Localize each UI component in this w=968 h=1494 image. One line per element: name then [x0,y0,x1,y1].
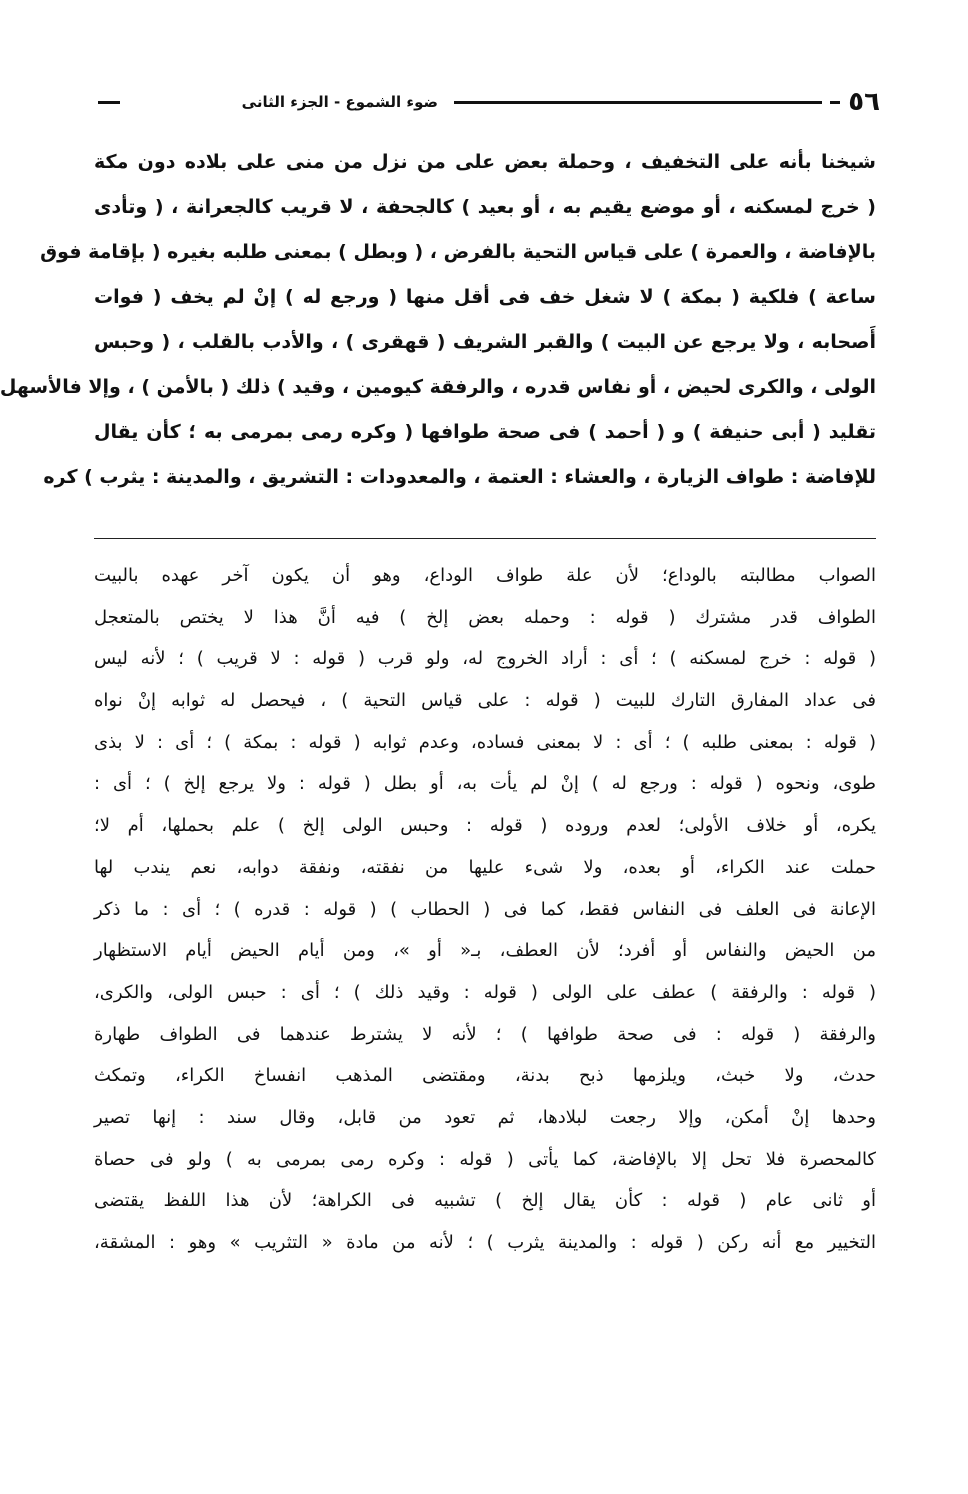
running-title: ضوء الشموع - الجزء الثانى [241,93,438,111]
header-rule-long [454,101,822,104]
main-text [0,140,876,500]
commentary-line: حدث، ولا خبث، ويلزمها ذبح بدنة، ومقتضى المذهب انفساخ الكراء، وتمكث [94,1065,876,1087]
page-header [98,84,880,120]
commentary-text [94,555,876,1264]
commentary-line: وحدها إنْ أمكن، وإلا رجعت لبلادها، ثم تعود من قابل، وقال سند : إنها تصير [94,1106,876,1128]
header-rule-end [98,101,120,104]
main-text-line: ( خرج لمسكنه ، أو موضع يقيم به ، أو بعيد ) كالجحفة ، لا قريب كالجعرانة ، ( وتأدى [94,196,876,218]
commentary-line: الإعانة فى العلف فى النفاس فقط، كما فى ( الحطاب ) ( قوله : قدره ) ؛ أى : ما ذكر [94,898,876,920]
commentary-line: أو ثانى عام ( قوله : كأن يقال إلخ ) تشبيه فى الكراهة؛ لأن هذا اللفظ يقتضى [94,1190,876,1212]
main-text-line: شيخنا بأنه على التخفيف ، وحملة بعض على من نزل من منى على بلاده دون مكة [94,151,876,173]
main-text-line: ساعة ) فلكية ( بمكة ) لا شغل خف فى أقل منها ( ورجع له ) إنْ لم يخف ( فوات [94,286,876,308]
commentary-line: يكره، أو خلاف الأولى؛ لعدم وروده ( قوله : وحبس الولى إلخ ) علم بحملها، أم لا؛ [94,815,876,837]
commentary-line: التخيير مع أنه ركن ( قوله : والمدينة يثرب ) ؛ لأنه من مادة « التثريب » وهو : المشقة، [94,1232,876,1253]
commentary-line: ( قوله : والرفقة ) عطف على الولى ( قوله : وقيد ذلك ) ؛ أى : حبس الولى، والكرى، [94,981,876,1003]
commentary-line: حملت عند الكراء، أو بعده، ولا شىء عليها من نفقته، ونفقة دوابه، نعم يندب لها [94,856,876,878]
main-text-line: تقليد ( أبى حنيفة ) و ( أحمد ) فى صحة طوافها ( وكره رمى بمرمى به ؛ كأن يقال [94,421,876,443]
commentary-line: طوى، ونحوه ( قوله : ورجع له ) إنْ لم يأت به، أو بطل ( قوله : ولا يرجع إلخ ) ؛ أى : [94,773,876,795]
page-number: ٥٦ [848,87,880,117]
footnote-divider [94,538,876,539]
commentary-line: الطواف قدر مشترك ( قوله : وحمله بعض إلخ ) فيه أنَّ هذا لا يختص بالمتعجل [94,606,876,628]
main-text-line: للإفاضة : طواف الزيارة ، والعشاء : العتمة ، والمعدودات : التشريق ، والمدينة : يثرب ) كره [43,466,876,488]
main-text-line: الولى ، والكرى لحيض ، أو نفاس قدره ، والرفقة كيومين ، وقيد ) ذلك ( بالأمن ) ، وإلا فالأسهل [0,376,876,398]
commentary-line: الصواب مطالبته بالوداع؛ لأن علة طواف الوداع، وهو أن يكون آخر عهده بالبيت [94,565,876,586]
commentary-line: كالمحصرة فلا تحل إلا بالإفاضة، كما يأتى ( قوله : وكره رمى بمرمى به ) ولو فى حصاة [94,1148,876,1170]
commentary-line: والرفقة ( قوله : فى صحة طوافها ) ؛ لأنه لا يشترط عندهما فى الطواف طهارة [94,1023,876,1045]
commentary-line: من الحيض والنفاس أو أفرد؛ لأن العطف، بـ« أو »، ومن أيام الحيض أيام الاستظهار [94,940,876,962]
commentary-line: فى عداد المفارق التارك للبيت ( قوله : على قياس التحية ) ، فيحصل له ثوابه إنْ نواه [94,690,876,712]
main-text-line: بالإفاضة ، والعمرة ) على قياس التحية بالفرض ، ( وبطل ) بمعنى طلبه بغيره ( بإقامة فوق [40,241,876,263]
main-text-line: أَصحابه ، ولا يرجع عن البيت ) والقبر الشريف ( قهقرى ) ، والأدب بالقلب ، ( وحبس [94,331,876,353]
commentary-line: ( قوله : بمعنى طلبه ) ؛ أى : لا بمعنى فساده، وعدم ثوابه ( قوله : بمكة ) ؛ أى : لا بذى [94,731,876,753]
commentary-line: ( قوله : خرج لمسكنه ) ؛ أى : أراد الخروج له، ولو قرب ( قوله : لا قريب ) ؛ لأنه ليس [94,648,876,670]
header-rule-short [830,101,840,104]
